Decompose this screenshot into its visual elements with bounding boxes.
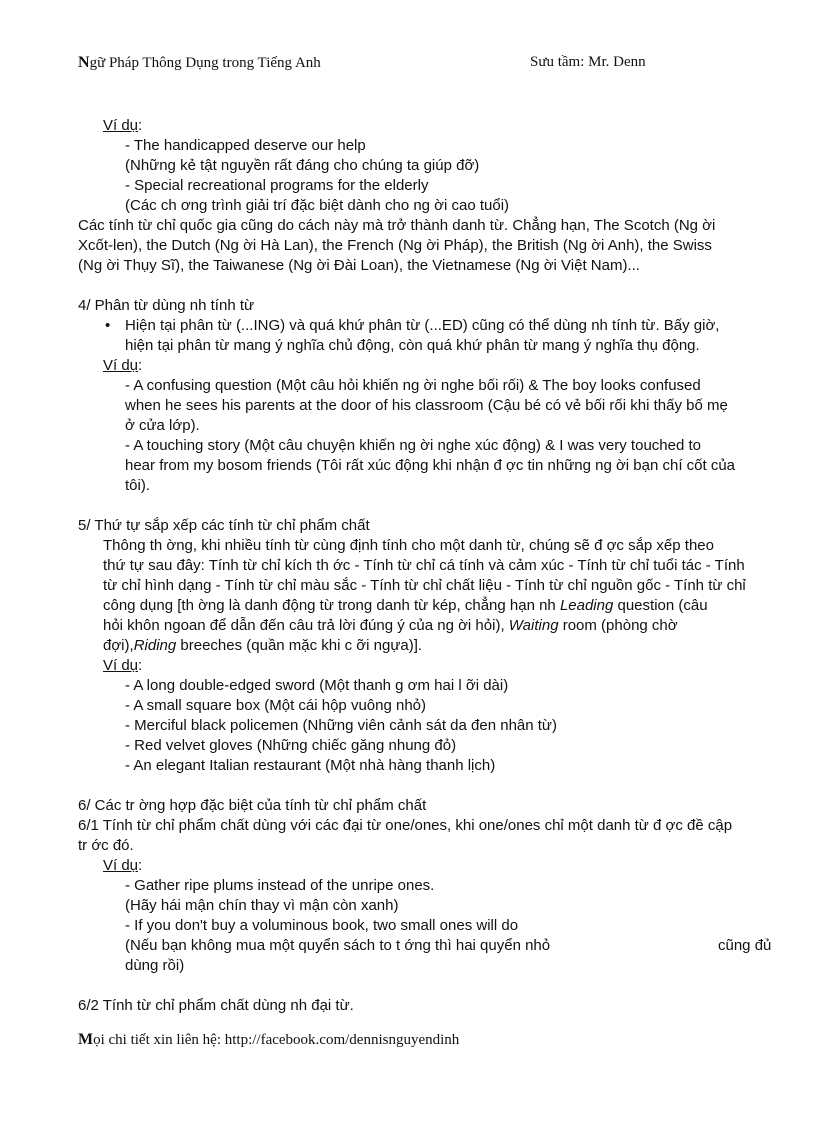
example-line: - An elegant Italian restaurant (Một nhà hàng thanh lịch) bbox=[125, 757, 496, 774]
bullet-icon: • bbox=[105, 317, 111, 334]
text: breeches (quần mặc khi c ỡi ngựa)]. bbox=[176, 637, 423, 654]
italic-term: Riding bbox=[133, 637, 177, 654]
text: question (câu bbox=[613, 597, 708, 614]
section-title: 4/ Phân từ dùng nh tính từ bbox=[78, 297, 255, 314]
example-line: - Gather ripe plums instead of the unripe ones. bbox=[125, 877, 435, 894]
example-line: - A confusing question (Một câu hỏi khiến ng ời nghe bối rối) & The boy looks confused bbox=[125, 377, 701, 394]
example-line: - Special recreational programs for the elderly bbox=[125, 177, 429, 194]
colon: : bbox=[138, 857, 143, 874]
example-line: - If you don't buy a voluminous book, two small ones will do bbox=[125, 917, 519, 934]
footer-initial: M bbox=[78, 1031, 94, 1048]
vidu-label: Ví dụ bbox=[103, 117, 139, 134]
text: room (phòng chờ bbox=[558, 617, 678, 634]
example-line: - A touching story (Một câu chuyện khiến ng ời nghe xúc động) & I was very touched to bbox=[125, 437, 701, 454]
paragraph-line bbox=[78, 596, 782, 616]
paragraph-line: từ chỉ hình dạng - Tính từ chỉ màu sắc - Tính từ chỉ chất liệu - Tính từ chỉ nguồn gốc - Tính từ chỉ bbox=[103, 577, 746, 594]
paragraph-line bbox=[78, 636, 782, 656]
colon: : bbox=[138, 657, 143, 674]
paragraph-line bbox=[78, 616, 782, 636]
example-line: (Những kẻ tật nguyền rất đáng cho chúng ta giúp đỡ) bbox=[125, 157, 480, 174]
example-line: (Hãy hái mận chín thay vì mận còn xanh) bbox=[125, 897, 399, 914]
paragraph-line: (Ng ời Thụy Sĩ), the Taiwanese (Ng ời Đài Loan), the Vietnamese (Ng ời Việt Nam)... bbox=[78, 257, 640, 274]
example-heading bbox=[78, 856, 782, 876]
text: công dụng [th ờng là danh động từ trong danh từ kép, chẳng hạn nh bbox=[103, 597, 560, 614]
italic-term: Waiting bbox=[508, 617, 559, 634]
example-heading bbox=[78, 356, 782, 376]
text: đợi), bbox=[103, 637, 134, 654]
example-line: - A long double-edged sword (Một thanh g ơm hai l ỡi dài) bbox=[125, 677, 509, 694]
page-footer-contact bbox=[78, 1031, 459, 1049]
colon: : bbox=[138, 357, 143, 374]
example-line: (Các ch ơng trình giải trí đặc biệt dành cho ng ời cao tuổi) bbox=[125, 197, 510, 214]
footer-text: ọi chi tiết xin liên hệ: http://facebook.com/dennisnguyendinh bbox=[93, 1032, 460, 1048]
text: hỏi khôn ngoan để dẫn đến câu trả lời đúng ý của ng ời hỏi), bbox=[103, 617, 509, 634]
header-initial: N bbox=[78, 54, 90, 71]
text: cũng đủ bbox=[718, 937, 772, 954]
vidu-label: Ví dụ bbox=[103, 857, 139, 874]
example-line: when he sees his parents at the door of his classroom (Cậu bé có vẻ bối rối khi thấy bố mẹ bbox=[125, 397, 728, 414]
paragraph-line: Thông th ờng, khi nhiều tính từ cùng định tính cho một danh từ, chúng sẽ đ ợc sắp xếp theo bbox=[103, 537, 714, 554]
example-line: - The handicapped deserve our help bbox=[125, 137, 366, 154]
paragraph-line: Xcốt-len), the Dutch (Ng ời Hà Lan), the French (Ng ời Pháp), the British (Ng ời Anh), the Swiss bbox=[78, 237, 712, 254]
paragraph-line: Các tính từ chỉ quốc gia cũng do cách này mà trở thành danh từ. Chẳng hạn, The Scotch (Ng ời bbox=[78, 217, 716, 234]
document-body bbox=[78, 116, 782, 1016]
example-line: hear from my bosom friends (Tôi rất xúc động khi nhận đ ợc tin những ng ời bạn chí cốt của bbox=[125, 457, 736, 474]
section-title: 6/ Các tr ờng hợp đặc biệt của tính từ chỉ phẩm chất bbox=[78, 797, 427, 814]
example-line: - Merciful black policemen (Những viên cảnh sát da đen nhân từ) bbox=[125, 717, 557, 734]
example-heading bbox=[78, 116, 782, 136]
page-header-credit: Sưu tầm: Mr. Denn bbox=[530, 54, 646, 70]
section-title: 6/2 Tính từ chỉ phẩm chất dùng nh đại từ. bbox=[78, 997, 354, 1014]
header-title-text: gữ Pháp Thông Dụng trong Tiếng Anh bbox=[89, 55, 321, 71]
example-line: - Red velvet gloves (Những chiếc găng nhung đỏ) bbox=[125, 737, 457, 754]
example-line bbox=[78, 936, 782, 956]
colon: : bbox=[138, 117, 143, 134]
example-line: tôi). bbox=[125, 477, 151, 494]
example-heading bbox=[78, 656, 782, 676]
example-line: ở cửa lớp). bbox=[125, 417, 200, 434]
section-title: 5/ Thứ tự sắp xếp các tính từ chỉ phẩm chất bbox=[78, 517, 370, 534]
text: (Nếu bạn không mua một quyển sách to t ớng thì hai quyển nhỏ bbox=[125, 937, 551, 954]
bullet-text-cont: hiện tại phân từ mang ý nghĩa chủ động, còn quá khứ phân từ mang ý nghĩa thụ động. bbox=[125, 337, 700, 354]
page-header-title bbox=[78, 54, 321, 72]
bullet-item bbox=[78, 316, 782, 336]
paragraph-line: tr ớc đó. bbox=[78, 837, 134, 854]
example-line: dùng rồi) bbox=[125, 957, 185, 974]
bullet-text: Hiện tại phân từ (...ING) và quá khứ phân từ (...ED) cũng có thể dùng nh tính từ. Bấy giờ, bbox=[125, 317, 720, 334]
italic-term: Leading bbox=[559, 597, 614, 614]
vidu-label: Ví dụ bbox=[103, 357, 139, 374]
example-line: - A small square box (Một cái hộp vuông nhỏ) bbox=[125, 697, 426, 714]
vidu-label: Ví dụ bbox=[103, 657, 139, 674]
paragraph-line: thứ tự sau đây: Tính từ chỉ kích th ớc - Tính từ chỉ cá tính và cảm xúc - Tính từ chỉ tuổi tác - Tính bbox=[103, 557, 745, 574]
paragraph-line: 6/1 Tính từ chỉ phẩm chất dùng với các đại từ one/ones, khi one/ones chỉ một danh từ đ ợc đề cập bbox=[78, 817, 733, 834]
